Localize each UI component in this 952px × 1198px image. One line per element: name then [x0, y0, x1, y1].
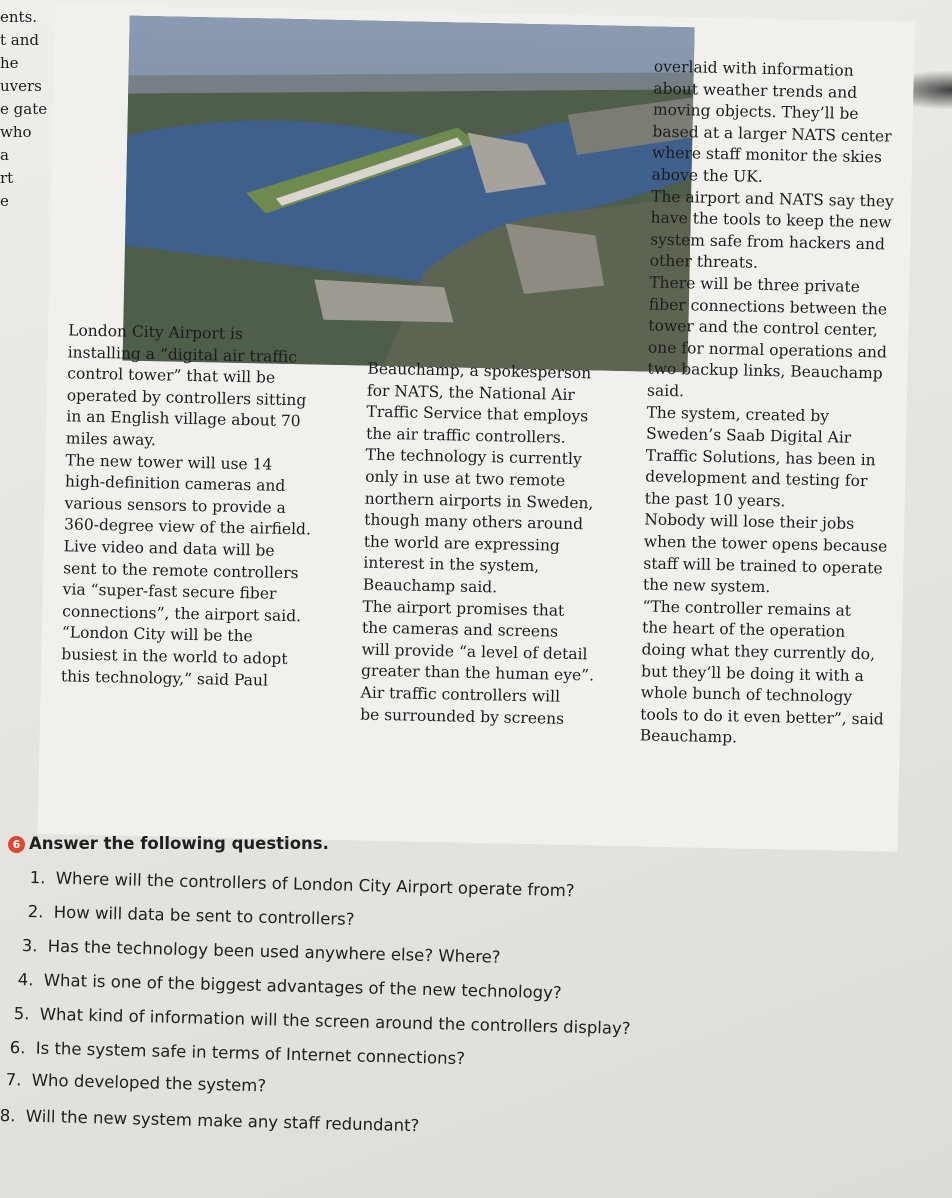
article-line: high-definition cameras and	[64, 472, 286, 496]
article-line: control tower” that will be	[67, 364, 276, 387]
article-line: greater than the human eye”.	[360, 661, 595, 685]
fragment-line: e	[0, 192, 9, 210]
article-line: The new tower will use 14	[65, 450, 273, 474]
article-line: overlaid with information	[653, 57, 854, 80]
article-line: busiest in the world to adopt	[61, 645, 288, 668]
article-line: Nobody will lose their jobs	[644, 510, 855, 534]
airport-aerial-photo	[123, 16, 695, 373]
question-text: Where will the controllers of London City Airport operate from?	[55, 868, 575, 901]
article-line: have the tools to keep the new	[650, 208, 892, 232]
article-line: be surrounded by screens	[360, 705, 565, 728]
fragment-line: who	[0, 123, 32, 141]
article-line: “The controller remains at	[642, 597, 852, 620]
article-line: Live video and data will be	[63, 537, 275, 560]
article-line: tools to do it even better”, said	[640, 705, 884, 729]
question-number: 6.	[9, 1038, 26, 1058]
article-column-1	[61, 320, 339, 693]
question-number: 8.	[0, 1106, 16, 1126]
article-line: moving objects. They’ll be	[652, 100, 859, 124]
article-line: said.	[646, 381, 685, 401]
article-line: about weather trends and	[653, 79, 858, 102]
article-line: interest in the system,	[363, 553, 540, 576]
article-line: the past 10 years.	[644, 489, 786, 511]
fragment-line: rt	[0, 169, 14, 187]
article-line: only in use at two remote	[364, 467, 566, 490]
question-number: 2.	[27, 902, 44, 922]
article-line: in an English village about 70	[66, 407, 301, 431]
article-line: when the tower opens because	[643, 532, 888, 556]
article-line: this technology,” said Paul	[60, 666, 269, 690]
question-number: 1.	[29, 868, 46, 888]
article-line: Air traffic controllers will	[360, 683, 561, 706]
article-line: 360-degree view of the airfield.	[63, 515, 312, 539]
article-column-2	[360, 359, 658, 732]
article-line: the heart of the operation	[641, 618, 846, 642]
article-line: The airport and NATS say they	[650, 187, 894, 211]
article-line: though many others around	[364, 510, 584, 534]
fragment-line: e gate	[0, 100, 48, 118]
article-column-3	[640, 57, 904, 753]
article-line: Sweden’s Saab Digital Air	[645, 424, 852, 447]
article-line: The airport promises that	[362, 597, 565, 620]
article-line: based at a larger NATS center	[652, 122, 892, 146]
article-line: the air traffic controllers.	[365, 424, 566, 447]
article-line: but they’ll be doing it with a	[640, 662, 865, 685]
article-line: installing a “digital air traffic	[67, 342, 298, 366]
article-line: operated by controllers sitting	[66, 386, 307, 410]
article-line: The technology is currently	[365, 445, 582, 469]
article-line: above the UK.	[651, 165, 763, 186]
question-number: 7.	[5, 1070, 22, 1090]
article-line: miles away.	[65, 429, 157, 450]
article-line: other threats.	[649, 251, 759, 273]
article-line: Beauchamp, a spokesperson	[367, 359, 592, 383]
question-number: 3.	[21, 936, 38, 956]
article-line: where staff monitor the skies	[651, 143, 883, 167]
fragment-line: uvers	[0, 77, 42, 95]
article-line: The system, created by	[646, 402, 830, 425]
article-panel	[38, 4, 915, 852]
article-line: development and testing for	[645, 467, 868, 491]
fragment-line: he	[0, 54, 19, 72]
aerial-photo-illustration	[123, 16, 695, 373]
article-line: There will be three private	[649, 273, 861, 296]
article-line: Traffic Solutions, has been in	[645, 446, 876, 469]
article-line: northern airports in Sweden,	[364, 489, 594, 512]
article-line: for NATS, the National Air	[366, 381, 575, 404]
question-text: What is one of the biggest advantages of the new technology?	[43, 970, 562, 1003]
article-line: the world are expressing	[363, 532, 561, 555]
fragment-line: ents.	[0, 8, 38, 26]
article-line: will provide “a level of detail	[361, 640, 588, 664]
article-line: doing what they currently do,	[641, 640, 876, 664]
question-text: Has the technology been used anywhere else? Where?	[47, 936, 501, 967]
article-line: staff will be trained to operate	[643, 554, 883, 578]
article-line: connections”, the airport said.	[62, 602, 302, 626]
article-line: Beauchamp.	[639, 726, 738, 747]
article-line: the cameras and screens	[361, 618, 559, 641]
question-text: Who developed the system?	[31, 1070, 267, 1096]
article-line: system safe from hackers and	[650, 230, 886, 254]
question-number: 4.	[17, 970, 34, 990]
exercise-heading-text: Answer the following questions.	[29, 834, 329, 853]
question-number: 5.	[13, 1004, 30, 1024]
article-line: tower and the control center,	[648, 316, 878, 340]
exercise-heading	[8, 834, 329, 853]
article-line: “London City will be the	[61, 623, 253, 646]
question-text: How will data be sent to controllers?	[53, 902, 355, 929]
question-text: Will the new system make any staff redundant?	[25, 1106, 420, 1136]
article-line: London City Airport is	[67, 321, 244, 344]
article-line: via “super-fast secure fiber	[62, 580, 277, 603]
article-line: various sensors to provide a	[64, 494, 287, 517]
article-line: Beauchamp said.	[362, 575, 498, 597]
article-line: sent to the remote controllers	[63, 558, 299, 582]
article-line: whole bunch of technology	[640, 683, 853, 707]
question-text: What kind of information will the screen around the controllers display?	[39, 1004, 631, 1039]
article-line: the new system.	[642, 575, 771, 597]
fragment-line: a	[0, 146, 9, 164]
article-line: two backup links, Beauchamp	[647, 359, 883, 383]
question-text: Is the system safe in terms of Internet connections?	[35, 1038, 466, 1069]
fragment-line: t and	[0, 31, 40, 49]
article-line: one for normal operations and	[647, 338, 888, 362]
exercise-number-badge: 6	[8, 836, 25, 853]
article-line: fiber connections between the	[648, 295, 888, 319]
article-line: Traffic Service that employs	[366, 402, 589, 426]
